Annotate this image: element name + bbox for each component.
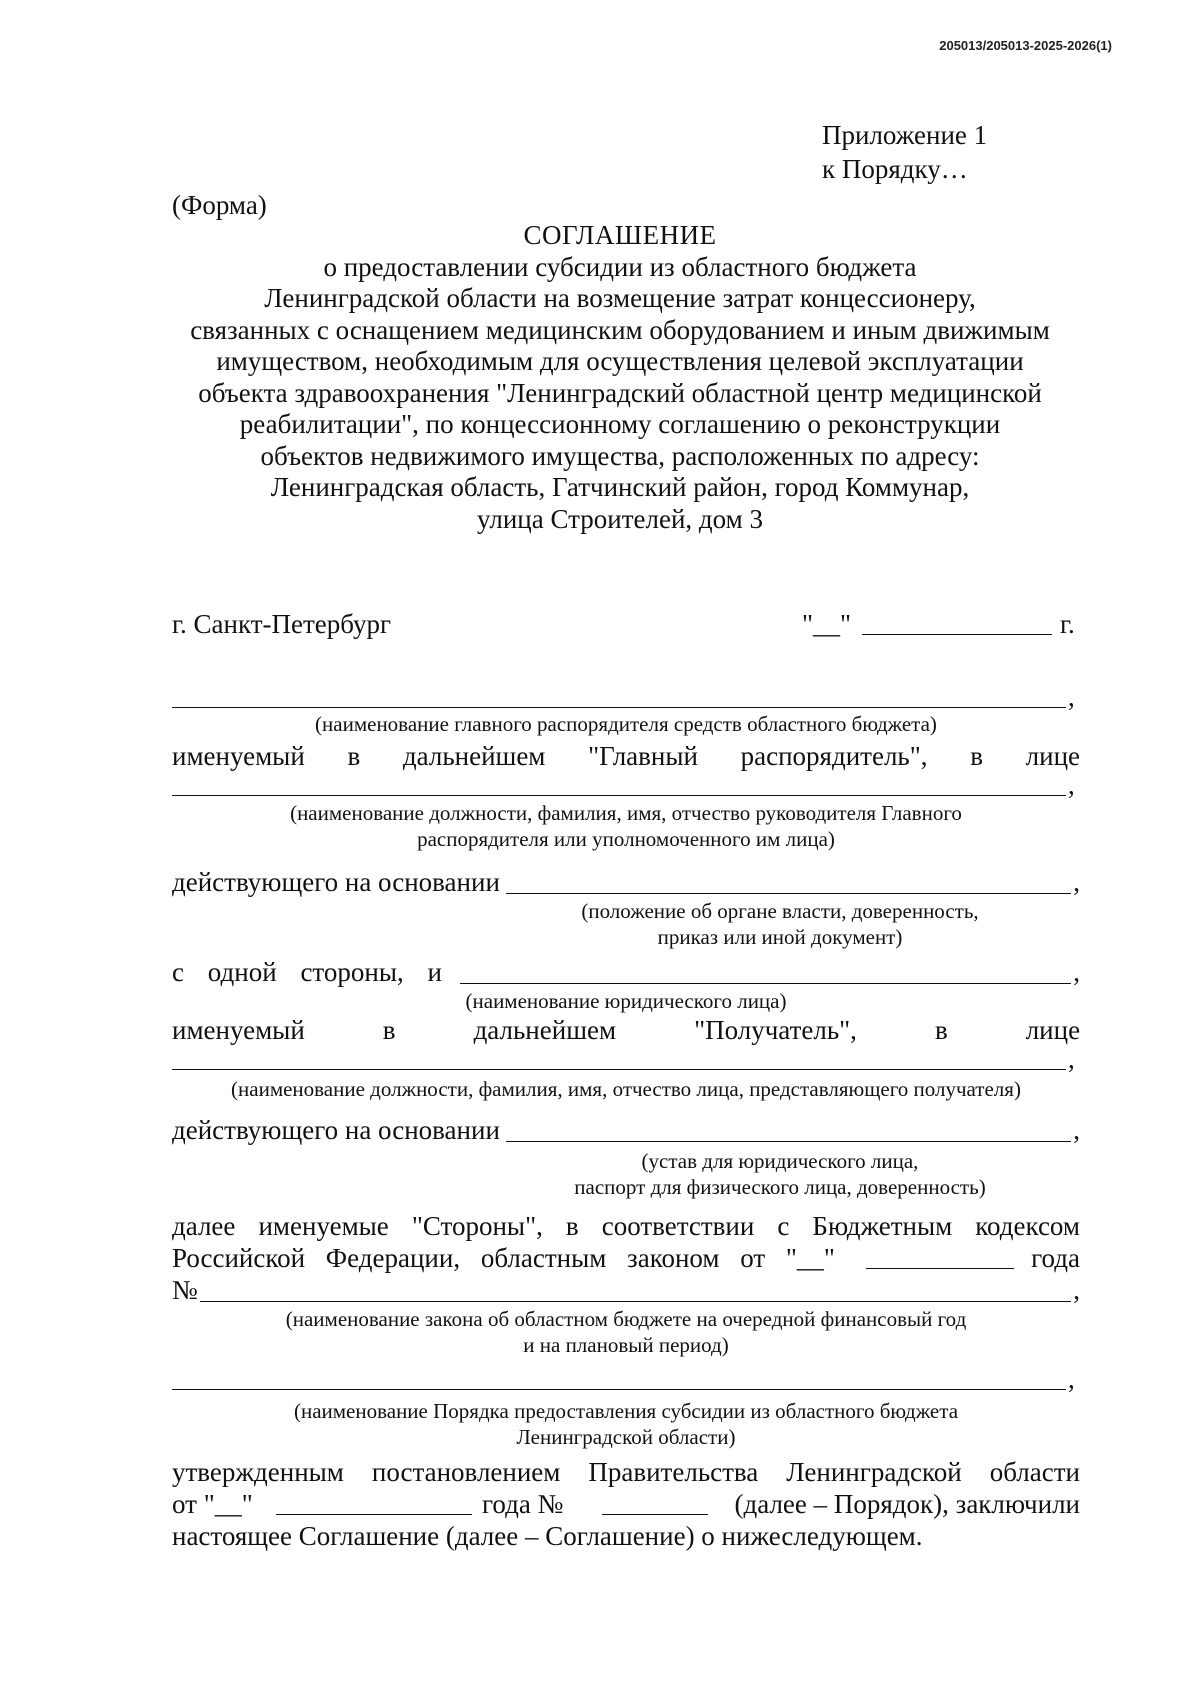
- word: лице: [1025, 1015, 1081, 1045]
- title-line: имуществом, необходимым для осуществления целевой эксплуатации: [216, 346, 1024, 376]
- form-label: (Форма): [172, 190, 267, 220]
- title-line: улица Строителей, дом 3: [477, 503, 763, 534]
- one-side-row: [172, 956, 1080, 988]
- note-chief-person-2: распорядителя или уполномоченного им лица): [417, 827, 835, 851]
- word: с: [172, 957, 184, 987]
- approved-line-1: утвержденным постановлением Правительства Ленинградской области: [172, 1457, 1080, 1487]
- date-month-blank: [862, 612, 1052, 635]
- word: "Главный: [588, 741, 698, 771]
- word: в: [934, 1015, 948, 1045]
- chief-basis-blank: [506, 867, 1071, 894]
- chief-admin-line: [172, 680, 1080, 710]
- note-recipient-basis-2: паспорт для физического лица, доверенность): [574, 1175, 986, 1199]
- word: именуемый: [172, 1015, 305, 1045]
- chief-person-line: [172, 768, 1080, 798]
- note-law-1: (наименование закона об областном бюджете на очередной финансовый год: [285, 1307, 967, 1331]
- note-order-1: (наименование Порядка предоставления субсидии из областного бюджета: [293, 1399, 959, 1423]
- recipient-person-blank: [172, 1069, 1066, 1070]
- recipient-basis-blank: [506, 1115, 1071, 1142]
- word: дальнейшем: [402, 741, 546, 771]
- document-id: 205013/205013-2025-2026(1): [939, 38, 1112, 53]
- approval-number-blank: [602, 1492, 708, 1515]
- title-heading: СОГЛАШЕНИЕ: [523, 220, 717, 250]
- word: одной: [207, 957, 277, 987]
- note-recipient-basis-1: (устав для юридического лица,: [641, 1149, 919, 1173]
- title-line: связанных с оснащением медицинским оборудованием и иным движимым: [190, 314, 1050, 345]
- parties-line-2: [172, 1242, 1080, 1274]
- approved-from: от "__": [172, 1489, 253, 1519]
- place-date-row: [172, 608, 1080, 640]
- word: в: [970, 741, 983, 771]
- order-name-line: [172, 1362, 1080, 1392]
- parties-line-2-text: Российской Федерации, областным законом от "__": [172, 1243, 835, 1273]
- appendix-line-1: Приложение 1: [822, 120, 988, 150]
- comma: ,: [1073, 957, 1080, 987]
- legal-entity-blank: [460, 957, 1071, 984]
- word: лице: [1025, 741, 1080, 771]
- chief-basis-row: [172, 866, 1080, 898]
- law-number-blank: [200, 1275, 1071, 1302]
- note-chief-admin: (наименование главного распорядителя средств областного бюджета): [315, 712, 937, 736]
- chief-person-blank: [172, 795, 1066, 796]
- one-side-words: [172, 956, 442, 988]
- comma: ,: [1068, 1044, 1075, 1074]
- approved-year: года №: [482, 1489, 564, 1519]
- title-line: Ленинградской области на возмещение затрат концессионеру,: [264, 283, 976, 313]
- law-date-blank: [866, 1246, 1014, 1269]
- place-name: г. Санкт-Петербург: [172, 609, 392, 639]
- word: в: [347, 741, 361, 771]
- word: именуемый: [172, 741, 305, 771]
- approved-rest: (далее – Порядок), заключили: [734, 1489, 1080, 1519]
- law-number-row: [172, 1274, 1080, 1306]
- final-line: настоящее Соглашение (далее – Соглашение) о нижеследующем.: [172, 1521, 923, 1551]
- comma: ,: [1073, 867, 1080, 897]
- chief-admin-blank: [172, 707, 1066, 708]
- year-word: года: [1031, 1243, 1080, 1273]
- approved-line-2: [172, 1488, 1080, 1520]
- note-law-2: и на плановый период): [523, 1333, 729, 1357]
- document-title: [160, 220, 1080, 535]
- title-line: объекта здравоохранения "Ленинградский областной центр медицинской: [198, 377, 1042, 408]
- title-line: объектов недвижимого имущества, расположенных по адресу:: [260, 440, 980, 471]
- acting-basis-label: действующего на основании: [172, 867, 500, 897]
- title-line: о предоставлении субсидии из областного бюджета: [323, 251, 917, 282]
- word: в: [382, 1015, 396, 1045]
- comma: ,: [1068, 770, 1075, 800]
- comma: ,: [1073, 1275, 1080, 1305]
- word: распорядитель",: [740, 741, 928, 771]
- recipient-basis-row: [172, 1114, 1080, 1146]
- note-chief-basis-1: (положение об органе власти, доверенность,: [581, 899, 979, 923]
- date-year-suffix: г.: [1060, 609, 1075, 639]
- acting-basis-label: действующего на основании: [172, 1115, 500, 1145]
- number-sign: №: [172, 1275, 198, 1305]
- note-chief-person-1: (наименование должности, фамилия, имя, отчество руководителя Главного: [290, 801, 962, 825]
- note-legal-entity: (наименование юридического лица): [465, 989, 787, 1013]
- recipient-person-line: [172, 1042, 1080, 1072]
- word: и: [427, 957, 442, 987]
- note-chief-basis-2: приказ или иной документ): [657, 925, 903, 949]
- appendix-line-2: к Порядку…: [822, 154, 968, 184]
- comma: ,: [1068, 1364, 1075, 1394]
- appendix-reference: [822, 118, 987, 186]
- approval-date-blank: [276, 1492, 472, 1515]
- note-recipient-person: (наименование должности, фамилия, имя, отчество лица, представляющего получателя): [231, 1077, 1021, 1101]
- word: "Получатель",: [694, 1015, 857, 1045]
- comma: ,: [1068, 682, 1075, 712]
- word: стороны,: [300, 957, 404, 987]
- parties-line-1: далее именуемые "Стороны", в соответствии с Бюджетным кодексом: [172, 1211, 1080, 1241]
- order-name-blank: [172, 1389, 1066, 1390]
- word: дальнейшем: [473, 1015, 617, 1045]
- title-line: реабилитации", по концессионному соглашению о реконструкции: [239, 409, 1001, 439]
- title-line: Ленинградская область, Гатчинский район, город Коммунар,: [270, 472, 970, 502]
- note-order-2: Ленинградской области): [516, 1425, 736, 1449]
- date-day: "__": [802, 609, 852, 639]
- comma: ,: [1073, 1115, 1080, 1145]
